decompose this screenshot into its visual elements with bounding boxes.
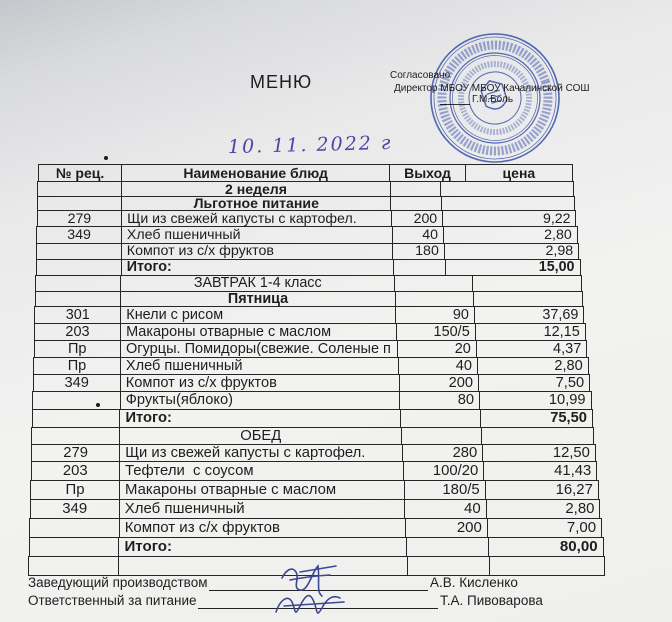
recipe-number: 279 xyxy=(67,211,92,226)
dish-name: Хлеб пшеничный xyxy=(121,227,392,243)
dish-yield: 280 xyxy=(402,445,483,461)
dish-yield: 40 xyxy=(404,500,485,518)
recipe-number xyxy=(30,519,119,537)
empty-cell xyxy=(401,428,481,444)
ink-dot xyxy=(96,403,100,407)
dish-price: 12,50 xyxy=(482,445,595,461)
total-label: Итого: xyxy=(118,538,406,556)
table-row xyxy=(33,374,590,391)
recipe-number: Пр xyxy=(65,482,85,498)
recipe-number: 349 xyxy=(67,227,91,243)
signature-scribble xyxy=(268,586,350,620)
table-row xyxy=(31,444,596,461)
empty-cell xyxy=(481,428,593,444)
dish-name: Компот из с/х фруктов xyxy=(121,244,393,259)
table-row xyxy=(35,291,583,306)
column-header-price: цена xyxy=(465,165,572,181)
dish-price: 2,98 xyxy=(444,244,578,259)
dish-yield: 200 xyxy=(405,519,487,537)
footer-name: А.В. Кисленко xyxy=(430,575,518,590)
dish-name: Компот из с/х фруктов xyxy=(119,519,406,537)
empty-cell xyxy=(36,292,121,306)
dish-price: 37,69 xyxy=(474,307,584,323)
column-header-yield: Выход xyxy=(389,165,465,181)
empty-cell xyxy=(406,538,488,556)
dish-price: 2,80 xyxy=(443,227,577,243)
recipe-number: 349 xyxy=(64,375,89,391)
dish-price: 41,43 xyxy=(483,462,596,480)
dish-yield: 40 xyxy=(392,227,443,243)
recipe-number: 301 xyxy=(65,307,90,323)
total-value: 80,00 xyxy=(488,538,603,556)
total-label: Итого: xyxy=(119,410,400,427)
empty-cell xyxy=(407,557,489,575)
column-header-recipe-number: № рец. xyxy=(55,165,105,181)
dish-yield: 180/5 xyxy=(404,481,485,499)
total-label: Итого: xyxy=(121,260,394,275)
dish-yield: 20 xyxy=(397,341,476,357)
empty-cell xyxy=(37,260,121,275)
recipe-number: Пр xyxy=(67,358,87,374)
dish-yield: 150/5 xyxy=(396,324,475,340)
empty-cell xyxy=(395,292,473,306)
empty-cell xyxy=(118,557,407,575)
dish-yield: 100/20 xyxy=(403,462,484,480)
table-row xyxy=(32,409,593,427)
table-row xyxy=(34,306,584,323)
table-row xyxy=(36,243,579,259)
table-row xyxy=(31,427,594,444)
table-row xyxy=(37,181,574,196)
table-row xyxy=(33,357,589,374)
empty-cell xyxy=(36,276,120,291)
dish-price: 2,80 xyxy=(477,358,588,374)
empty-cell xyxy=(489,557,604,575)
empty-cell xyxy=(393,260,445,275)
total-value: 15,00 xyxy=(445,260,580,275)
dish-price: 9,22 xyxy=(442,211,575,226)
dish-yield: 200 xyxy=(391,211,442,226)
footer-signature-line xyxy=(28,593,543,609)
total-value: 75,50 xyxy=(480,410,592,427)
table-row xyxy=(29,537,604,556)
empty-cell xyxy=(38,197,121,210)
section-heading: Пятница xyxy=(120,292,394,306)
dish-name: Огурцы. Помидоры(свежие. Соленые п xyxy=(120,341,397,357)
empty-cell xyxy=(394,276,472,291)
dish-price: 4,37 xyxy=(476,341,586,357)
recipe-number: 349 xyxy=(62,500,88,517)
table-row xyxy=(31,461,598,480)
empty-cell xyxy=(473,292,582,306)
dish-name: Хлеб пшеничный xyxy=(119,500,405,518)
table-row xyxy=(34,323,586,340)
dish-price: 2,80 xyxy=(486,500,600,518)
empty-cell xyxy=(29,557,118,575)
dish-price: 12,15 xyxy=(475,324,585,340)
dish-price: 7,00 xyxy=(487,519,601,537)
empty-cell xyxy=(472,276,581,291)
table-row xyxy=(30,499,601,518)
recipe-number: 203 xyxy=(65,324,90,340)
dish-name: Фрукты(яблоко) xyxy=(120,392,400,409)
dish-name: Макароны отварные с маслом xyxy=(119,481,404,499)
table-row xyxy=(34,340,588,357)
empty-cell xyxy=(390,182,441,196)
dish-price: 7,50 xyxy=(478,375,589,391)
recipe-number: 279 xyxy=(63,445,88,461)
dish-name: Макароны отварные с маслом xyxy=(120,324,396,340)
section-heading: Льготное питание xyxy=(121,197,390,210)
table-row xyxy=(32,391,591,409)
footer-role: Ответственный за питание xyxy=(28,593,197,608)
empty-cell xyxy=(38,182,121,196)
dish-price: 16,27 xyxy=(485,481,598,499)
section-heading: ЗАВТРАК 1-4 класс xyxy=(120,276,394,291)
dish-name: Щи из свежей капусты с картофел. xyxy=(119,445,402,461)
table-row xyxy=(35,275,582,291)
table-row xyxy=(37,196,575,210)
dish-price: 10,99 xyxy=(479,392,591,409)
empty-cell xyxy=(441,197,574,210)
recipe-number xyxy=(33,392,119,409)
footer-signature-line xyxy=(28,575,518,591)
table-row xyxy=(36,226,578,243)
empty-cell xyxy=(33,410,120,427)
table-row xyxy=(30,480,599,499)
dish-yield: 90 xyxy=(395,307,473,323)
approval-label: Согласовано xyxy=(390,70,451,81)
dish-name: Тефтели с соусом xyxy=(119,462,403,480)
approval-signature-name: Г.М.Боль xyxy=(472,94,514,105)
recipe-number: 203 xyxy=(62,463,88,479)
table-header-row xyxy=(38,164,573,181)
section-heading: ОБЕД xyxy=(119,428,401,444)
dish-name: Щи из свежей капусты с картофел. xyxy=(121,211,391,226)
dish-name: Кнели с рисом xyxy=(120,307,395,323)
recipe-number xyxy=(37,244,121,259)
dish-yield: 80 xyxy=(399,392,479,409)
table-row xyxy=(29,518,602,537)
footer-role: Заведующий производством xyxy=(28,575,208,590)
empty-cell xyxy=(440,182,573,196)
empty-cell xyxy=(390,197,441,210)
handwritten-date: 10. 11. 2022 г xyxy=(227,131,393,159)
dish-yield: 40 xyxy=(398,358,477,374)
empty-cell xyxy=(30,538,119,556)
table-row xyxy=(37,210,577,226)
dish-yield: 200 xyxy=(399,375,478,391)
recipe-number: Пр xyxy=(67,341,87,357)
footer-name: Т.А. Пивоварова xyxy=(440,593,543,608)
empty-cell xyxy=(400,410,480,427)
empty-cell xyxy=(32,428,119,444)
dish-yield: 180 xyxy=(392,244,443,259)
page-title: МЕНЮ xyxy=(250,72,313,92)
approval-position: Директор МБОУ МБОУ Качалинской СОШ xyxy=(394,83,590,94)
dish-name: Компот из с/х фруктов xyxy=(120,375,399,391)
table-row xyxy=(36,259,581,275)
section-heading: 2 неделя xyxy=(121,182,389,196)
ink-dot xyxy=(104,156,108,160)
column-header-dish-name: Наименование блюд xyxy=(121,165,389,181)
dish-name: Хлеб пшеничный xyxy=(120,358,398,374)
